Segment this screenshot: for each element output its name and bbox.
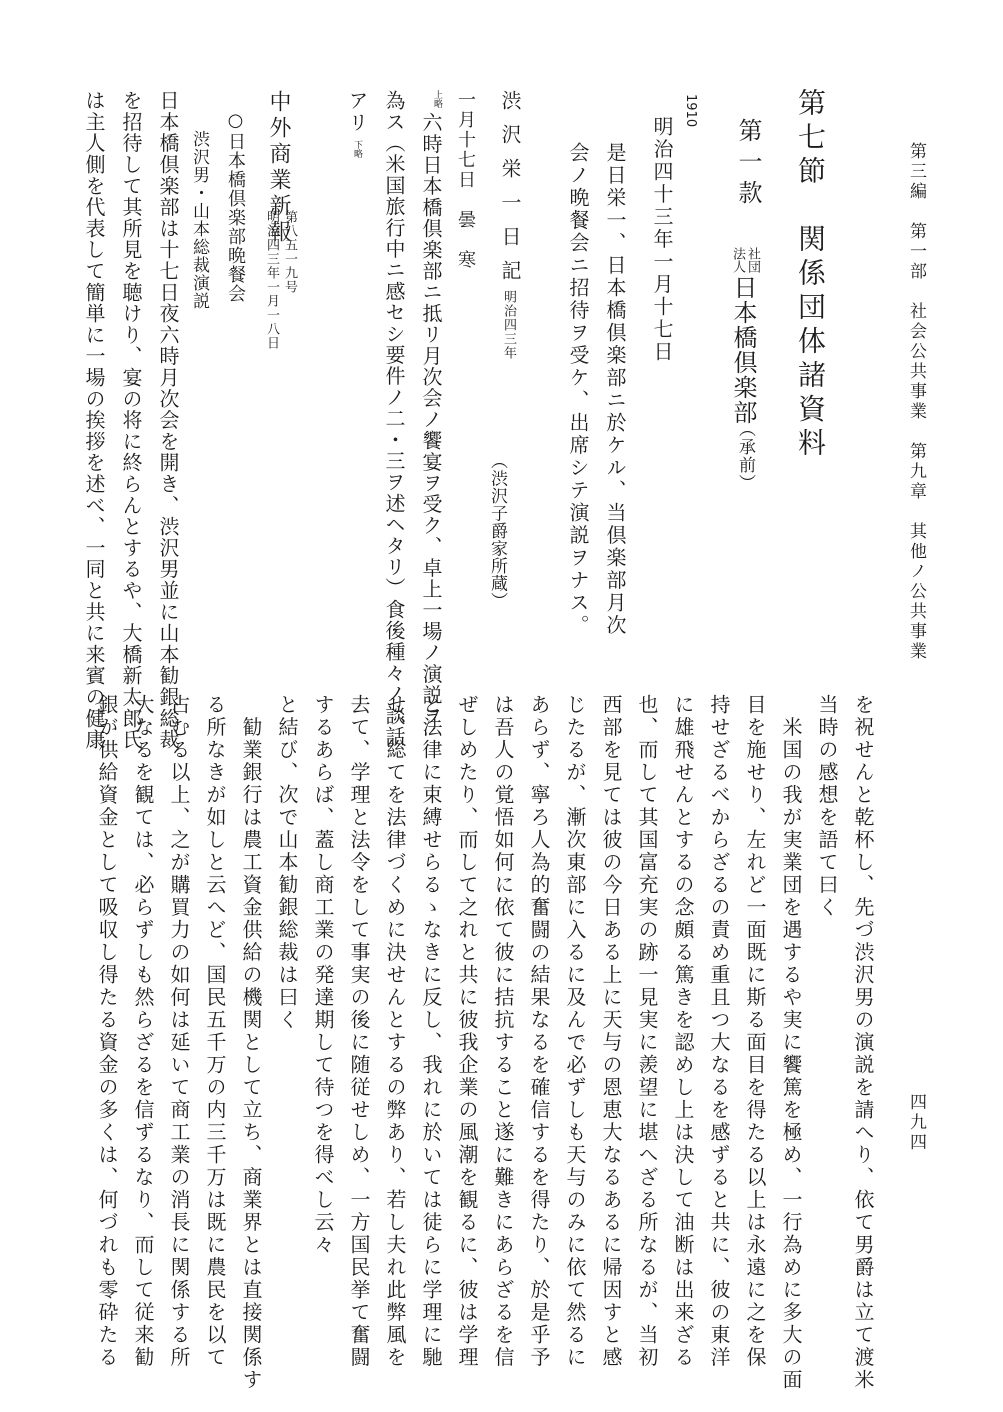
- article-line: じたるが、漸次東部に入るに及んで必ずしも天与のみに依て然るに: [563, 694, 587, 1369]
- entry-summary-line2: 会ノ晩餐会ニ招待ヲ受ケ、出席シテ演説ヲナス。: [566, 142, 590, 637]
- diary-year: 明治四三年: [501, 290, 516, 360]
- entry-date: 明治四十三年一月十七日: [650, 116, 674, 364]
- newspaper-title: 中外商業新報: [266, 90, 291, 246]
- newspaper-subheadline: 渋沢男・山本総裁演説: [189, 130, 209, 310]
- article-line: に雄飛せんとするの念頗る篤きを認めし上は決して油断は出来ざる: [671, 694, 695, 1369]
- article-line: あらず、寧ろ人為的奮闘の結果なるを確信するを得たり、於是乎予: [527, 694, 551, 1369]
- article-line: と結び、次で山本勧銀総裁は曰く: [275, 694, 299, 1032]
- diary-line3: アリ: [345, 90, 369, 134]
- diary-date: 一月十七日 曇 寒: [455, 90, 476, 270]
- diary-abbr-end: 下略: [352, 140, 362, 158]
- page-number: 四九四: [906, 1093, 926, 1153]
- article-line: を祝せんと乾杯し、先づ渋沢男の演説を請へり、依て男爵は立て渡米: [851, 694, 875, 1392]
- article-line: 也、而して其国富充実の跡一見実に羨望に堪へざる所なるが、当初: [635, 694, 659, 1369]
- newspaper-date: 明治四三年一月一八日: [264, 210, 279, 350]
- article-line: 持せざるべからざるの責め重且つ大なるを感ずると共に、彼の東洋: [707, 694, 731, 1369]
- article-line: 目を施せり、左れど一面既に斯る面目を得たる以上は永遠に之を保: [743, 694, 767, 1369]
- article-line: は主人側を代表して簡単に一場の挨拶を述べ、一同と共に来賓の健康: [82, 90, 106, 751]
- article-line: 大なるを観ては、必らずしも然らざるを信ずるなり、而して従来勧: [131, 694, 155, 1369]
- article-line: 当時の感想を語て曰く: [815, 694, 839, 919]
- diary-source: （渋沢子爵家所蔵）: [487, 452, 507, 610]
- subsection-note: （承前）: [735, 420, 755, 492]
- article-line: 去て、学理と法令をして事実の後に随従せしめ、一方国民挙て奮闘: [347, 694, 371, 1369]
- diary-title: 渋沢栄一日記: [498, 90, 522, 294]
- year-western: 1910: [683, 94, 698, 128]
- diary-line1: 六時日本橋倶楽部ニ抵リ月次会ノ饗宴ヲ受ク、卓上一場ノ演説ヲ: [419, 112, 443, 727]
- article-line: 西部を見ては彼の今日ある上に天与の恩恵大なるあるに帰因すと感: [599, 694, 623, 1369]
- article-line: 占むる以上、之が購買力の如何は延いて商工業の消長に関係する所: [167, 694, 191, 1369]
- running-header: 第三編 第一部 社会公共事業 第九章 其他ノ公共事業: [906, 142, 926, 662]
- article-line: は吾人の覚悟如何に依て彼に拮抗すること遂に難きにあらざるを信: [491, 694, 515, 1369]
- article-line: 日本橋倶楽部は十七日夜六時月次会を開き、渋沢男並に山本勧銀総裁: [156, 90, 180, 751]
- subsection-name: 日本橋倶楽部: [729, 275, 757, 425]
- article-line: と法律に束縛せらるゝなきに反し、我れに於いては徒らに学理に馳: [419, 694, 443, 1369]
- entry-summary-line1: 是日栄一、日本橋倶楽部ニ於ケル、当倶楽部月次: [603, 142, 627, 637]
- article-line: る所なきが如しと云へど、国民五千万の内三千万は既に農民を以て: [203, 694, 227, 1369]
- org-type-line1: 社団: [745, 247, 760, 273]
- article-line: するあらば、蓋し商工業の発達期して待つを得べし云々: [311, 694, 335, 1257]
- section-title: 第七節 関係団体諸資料: [794, 88, 827, 462]
- org-type-line2: 法人: [730, 247, 745, 273]
- article-line: ぜしめたり、而して之れと共に彼我企業の風潮を観るに、彼は学理: [455, 694, 479, 1369]
- newspaper-headline: ○日本橋倶楽部晩餐会: [225, 110, 246, 303]
- article-line: 勧業銀行は農工資金供給の機関として立ち、商業界とは直接関係す: [239, 694, 263, 1392]
- diary-abbr-start: 上略: [432, 90, 442, 108]
- article-line: 銀が供給資金として吸収し得たる資金の多くは、何づれも零砕たる: [95, 694, 119, 1369]
- article-line: 米国の我が実業団を遇するや実に饗篤を極め、一行為めに多大の面: [779, 694, 803, 1392]
- article-line: せ、総てを法律づくめに決せんとするの弊あり、若し夫れ此弊風を: [383, 694, 407, 1369]
- diary-line2: 為ス（米国旅行中ニ感セシ要件ノ二・三ヲ述ヘタリ）食後種々ノ談話: [382, 90, 406, 748]
- article-line: を招待して其所見を聴けり、宴の将に終らんとするや、大橋新太郎氏: [119, 90, 143, 751]
- newspaper-issue: 第八五一九号: [282, 210, 297, 294]
- subsection-prefix: 第一款: [734, 118, 762, 211]
